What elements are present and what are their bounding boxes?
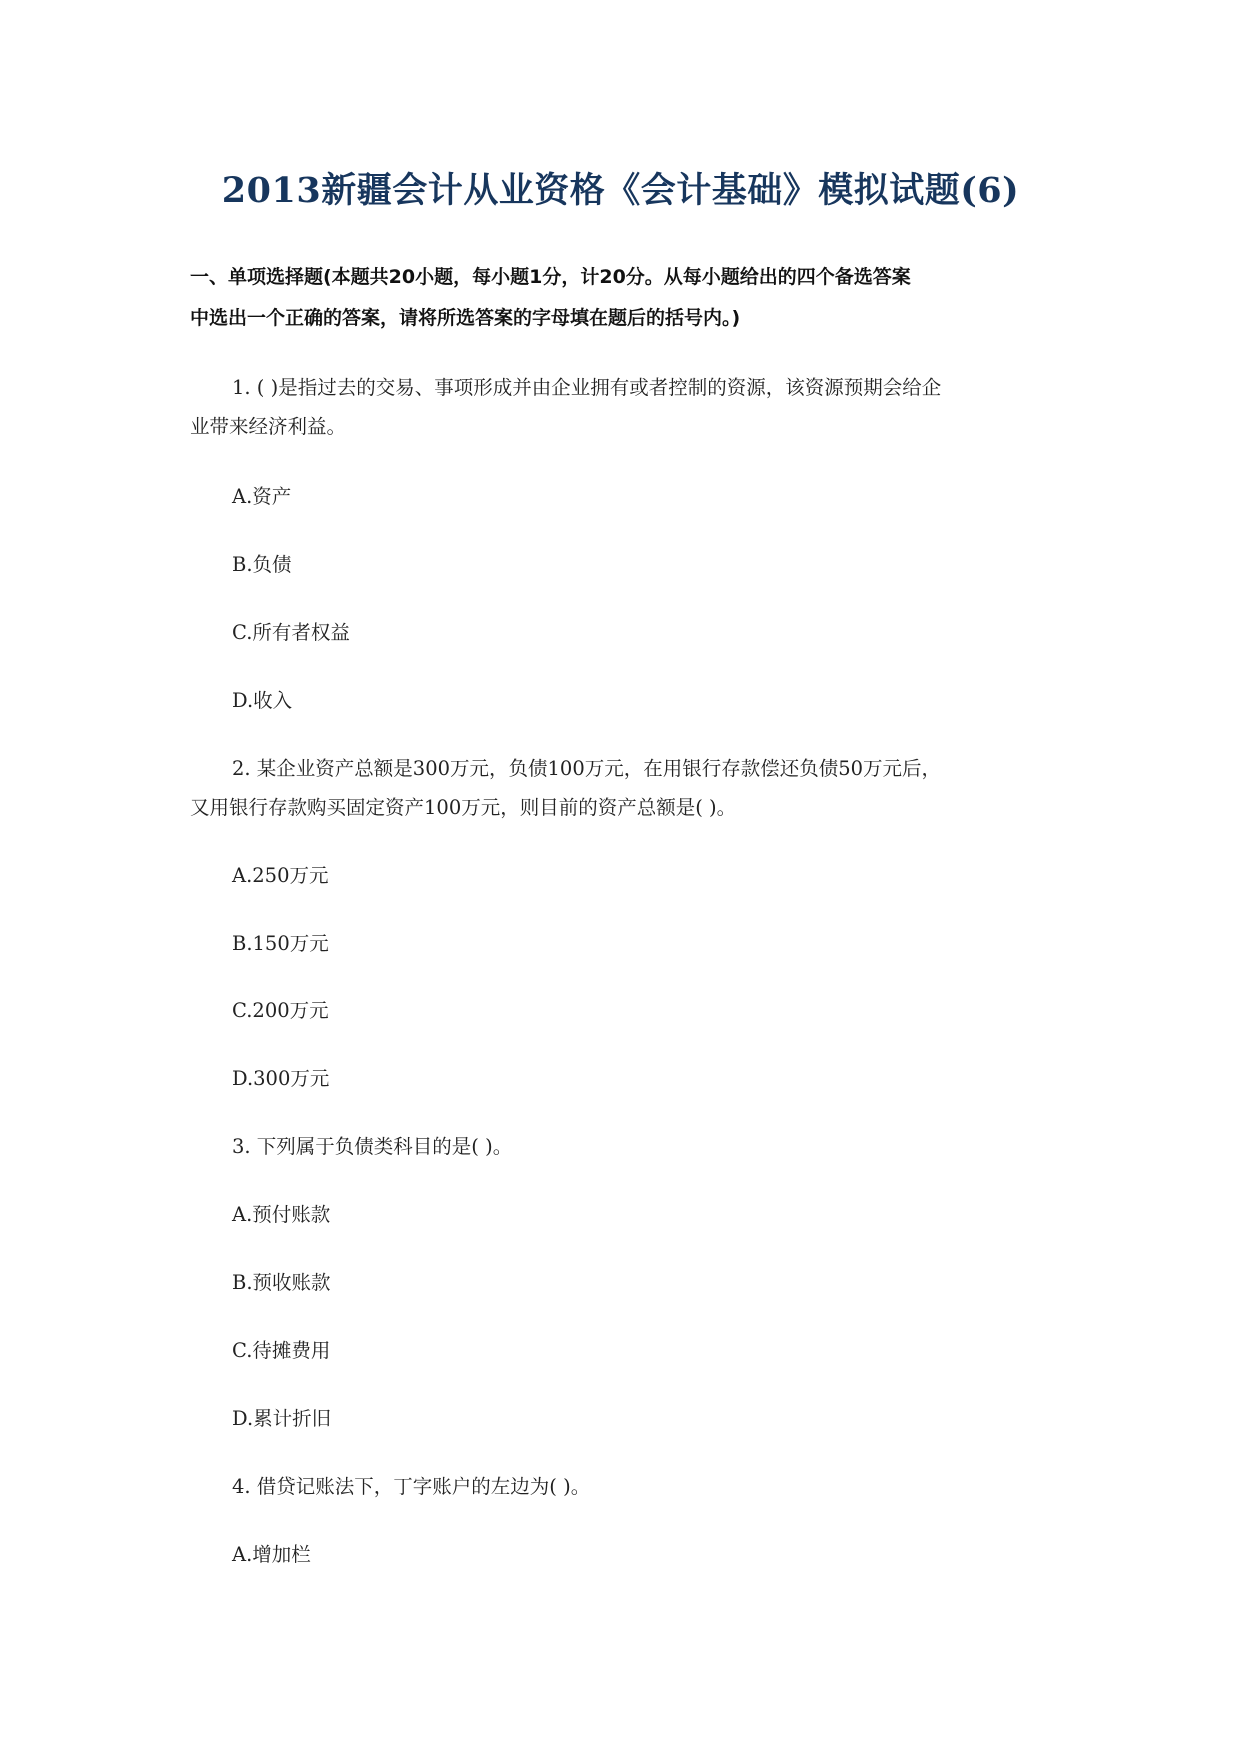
question-1-option-d: D.收入	[232, 689, 293, 712]
question-1-option-b: B.负债	[232, 553, 292, 576]
question-1-text-line-2: 业带来经济利益。	[190, 415, 347, 438]
document-title: 2013新疆会计从业资格《会计基础》模拟试题(6)	[221, 170, 1020, 211]
question-3-option-b: B.预收账款	[232, 1271, 331, 1294]
question-1-text-line-1: 1. ( )是指过去的交易、事项形成并由企业拥有或者控制的资源，该资源预期会给企	[232, 376, 942, 399]
question-3-option-d: D.累计折旧	[232, 1407, 332, 1430]
question-3-text-line-1: 3. 下列属于负债类科目的是( )。	[232, 1135, 513, 1158]
question-2-text-line-1: 2. 某企业资产总额是300万元，负债100万元，在用银行存款偿还负债50万元后，	[232, 757, 942, 780]
question-2-option-b: B.150万元	[232, 932, 329, 955]
section-heading-line-1: 一、单项选择题(本题共20小题，每小题1分，计20分。从每小题给出的四个备选答案	[190, 266, 911, 288]
question-3-option-a: A.预付账款	[232, 1203, 331, 1226]
question-2-option-d: D.300万元	[232, 1067, 330, 1090]
question-2-option-a: A.250万元	[232, 864, 329, 887]
section-heading-line-2: 中选出一个正确的答案，请将所选答案的字母填在题后的括号内。)	[190, 307, 741, 329]
question-1-option-c: C.所有者权益	[232, 621, 350, 644]
question-4-text-line-1: 4. 借贷记账法下，丁字账户的左边为( )。	[232, 1475, 591, 1498]
question-3-option-c: C.待摊费用	[232, 1339, 331, 1362]
question-2-text-line-2: 又用银行存款购买固定资产100万元，则目前的资产总额是( )。	[190, 796, 737, 819]
question-1-option-a: A.资产	[232, 485, 292, 508]
question-2-option-c: C.200万元	[232, 999, 329, 1022]
question-4-option-a: A.增加栏	[232, 1543, 311, 1566]
